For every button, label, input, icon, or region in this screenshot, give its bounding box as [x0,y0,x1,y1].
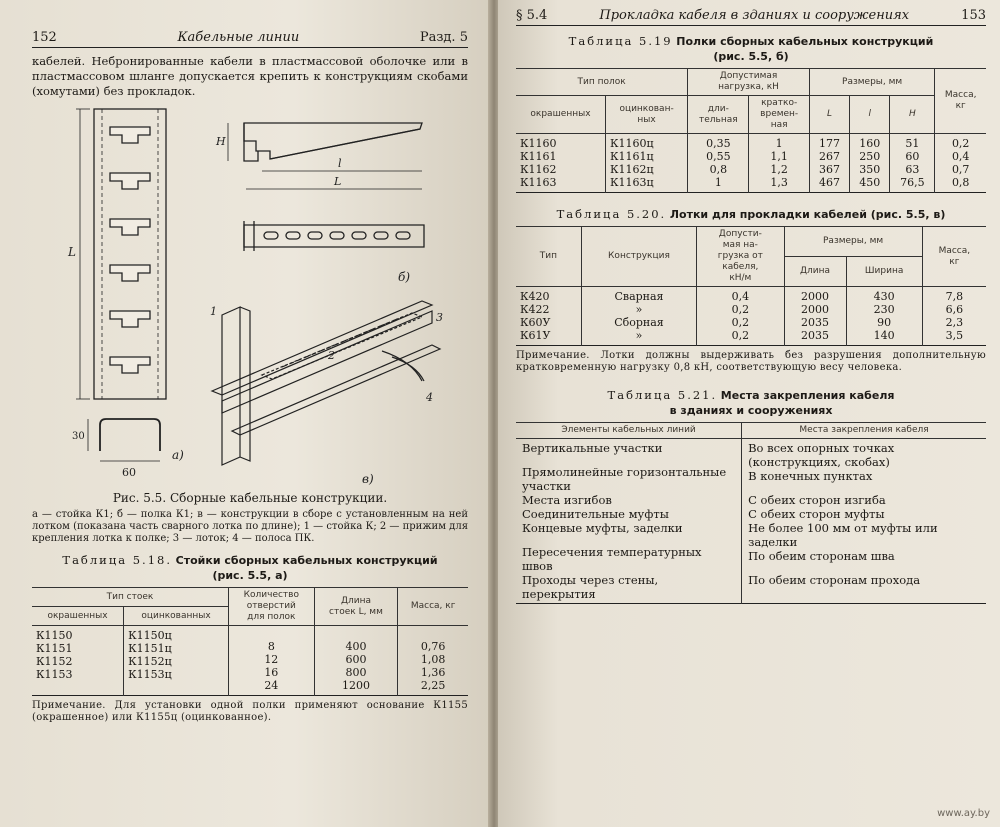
right-page-number: 153 [961,8,986,23]
dim-60-label: 60 [122,466,136,479]
left-section: Разд. 5 [419,30,468,45]
right-section: § 5.4 [516,8,548,23]
table-5-18-note: Примечание. Для установки одной полки применяют основание К1155 (окрашенное) или К1155ц (оцинкованное). [32,700,468,723]
figure-caption: Рис. 5.5. Сборные кабельные конструкции. [112,491,388,505]
figure-label-v: в) [362,472,374,486]
table-5-21: Элементы кабельных линий Места закрепления кабеля Вертикальные участки Прямолинейные горизонтальные участки Места изгибов Соединительные муфты Концевые муфты, заделки Пересечения температурных швов Проходы через стены, перекрытия Во всех опорных точках (конструкциях, скобах) В конечных пунктах С обеих сторон изгиба С обеих сторон муфты Не более 100 мм от муфты или заделки По обеим сторонам шва По обеим сторонам прохода [516,422,986,604]
table-5-19: Тип полок Допустимая нагрузка, кН Размеры, мм Масса, кг окрашенных оцинкован- ных дли- тельная кратко- времен- ная L l H К1160 К1161 К1162 К1163 К1160ц К1161ц К1162ц К1163ц 0,35 0,55 0,8 1 1 1,1 1,2 1,3 177 267 367 467 160 250 350 450 51 60 63 76,5 0,2 0,4 0,7 0,8 [516,68,986,193]
right-page [498,0,1000,827]
callout-2: 2 [328,349,335,362]
table-5-18: Тип стоек Количество отверстий для полок Длина стоек L, мм Масса, кг окрашенных оцинкованных К1150 К1151 К1152 К1153 К1150ц К1151ц К1152ц К1153ц 8 12 16 24 400 600 800 1200 0,76 1,08 1,36 2,25 [32,587,468,696]
left-running-title: Кабельные линии [177,30,300,45]
table-5-21-title: Таблица 5.21. Места закрепления кабеля в зданиях и сооружениях [607,388,895,417]
table-5-20-note: Примечание. Лотки должны выдерживать без разрушения дополнительную кратковременную нагрузку 0,8 кН, соответствующую весу человека. [516,350,986,373]
shelf-drawing [228,123,424,251]
table-5-18-title: Таблица 5.18. Стойки сборных кабельных конструкций (рис. 5.5, а) [62,553,438,582]
left-page-number: 152 [32,30,57,45]
right-running-head [516,8,986,26]
figure-legend: а — стойка К1; б — полка К1; в — конструкции в сборе с установленным на ней лотком (показана часть сварного лотка по длине); 1 — стойка К; 2 — прижим для крепления лотка к полке; 3 — лоток; 4 — полоса ПК. [32,509,468,544]
post-drawing [76,109,166,461]
figure-label-a: а) [172,448,184,462]
figure-5-5 [32,101,468,491]
table-row: К1150 К1151 К1152 К1153 К1150ц К1151ц К1152ц К1153ц 8 12 16 24 400 600 800 1200 0,76 1,08 1,36 2,25 [32,626,468,696]
table-row: Вертикальные участки Прямолинейные горизонтальные участки Места изгибов Соединительные муфты Концевые муфты, заделки Пересечения температурных швов Проходы через стены, перекрытия Во всех опорных точках (конструкциях, скобах) В конечных пунктах С обеих сторон изгиба С обеих сторон муфты Не более 100 мм от муфты или заделки По обеим сторонам шва По обеим сторонам прохода [516,439,986,604]
table-5-20-title: Таблица 5.20. Лотки для прокладки кабелей (рис. 5.5, в) [556,207,946,221]
table-5-19-title: Таблица 5.19 Полки сборных кабельных конструкций (рис. 5.5, б) [568,34,934,63]
dim-30-label: 30 [72,431,85,442]
assembly-drawing [212,301,440,465]
right-running-title: Прокладка кабеля в зданиях и сооружениях [599,8,910,23]
table-5-20: Тип Конструкция Допусти- мая на- грузка от кабеля, кН/м Размеры, мм Масса, кг Длина Ширина К420 К422 К60У К61У Сварная » Сборная » 0,4 0,2 0,2 0,2 2000 2000 2035 2035 430 230 90 140 7,8 6,6 2,3 3,5 [516,226,986,346]
figure-label-b: б) [398,270,411,284]
watermark: www.ay.by [937,808,990,819]
callout-3: 3 [436,311,443,324]
intro-paragraph: кабелей. Небронированные кабели в пластмассовой оболочке или в пластмассовом шланге допускается крепить к конструкциям скобами (хомутами) без прокладок. [32,54,468,98]
left-page [0,0,490,827]
dim-L2-label: L [334,175,342,188]
left-running-head [32,30,468,48]
dim-L-label: L [68,245,76,259]
callout-4: 4 [426,391,433,404]
callout-1: 1 [210,305,217,318]
table-row: К1160 К1161 К1162 К1163 К1160ц К1161ц К1162ц К1163ц 0,35 0,55 0,8 1 1 1,1 1,2 1,3 177 267 367 467 160 250 350 450 51 60 63 76,5 0,2 0,4 0,7 0,8 [516,134,986,193]
table-row: К420 К422 К60У К61У Сварная » Сборная » 0,4 0,2 0,2 0,2 2000 2000 2035 2035 430 230 90 140 7,8 6,6 2,3 3,5 [516,287,986,346]
dim-H-label: H [216,135,226,148]
dim-l-label: l [338,157,342,170]
